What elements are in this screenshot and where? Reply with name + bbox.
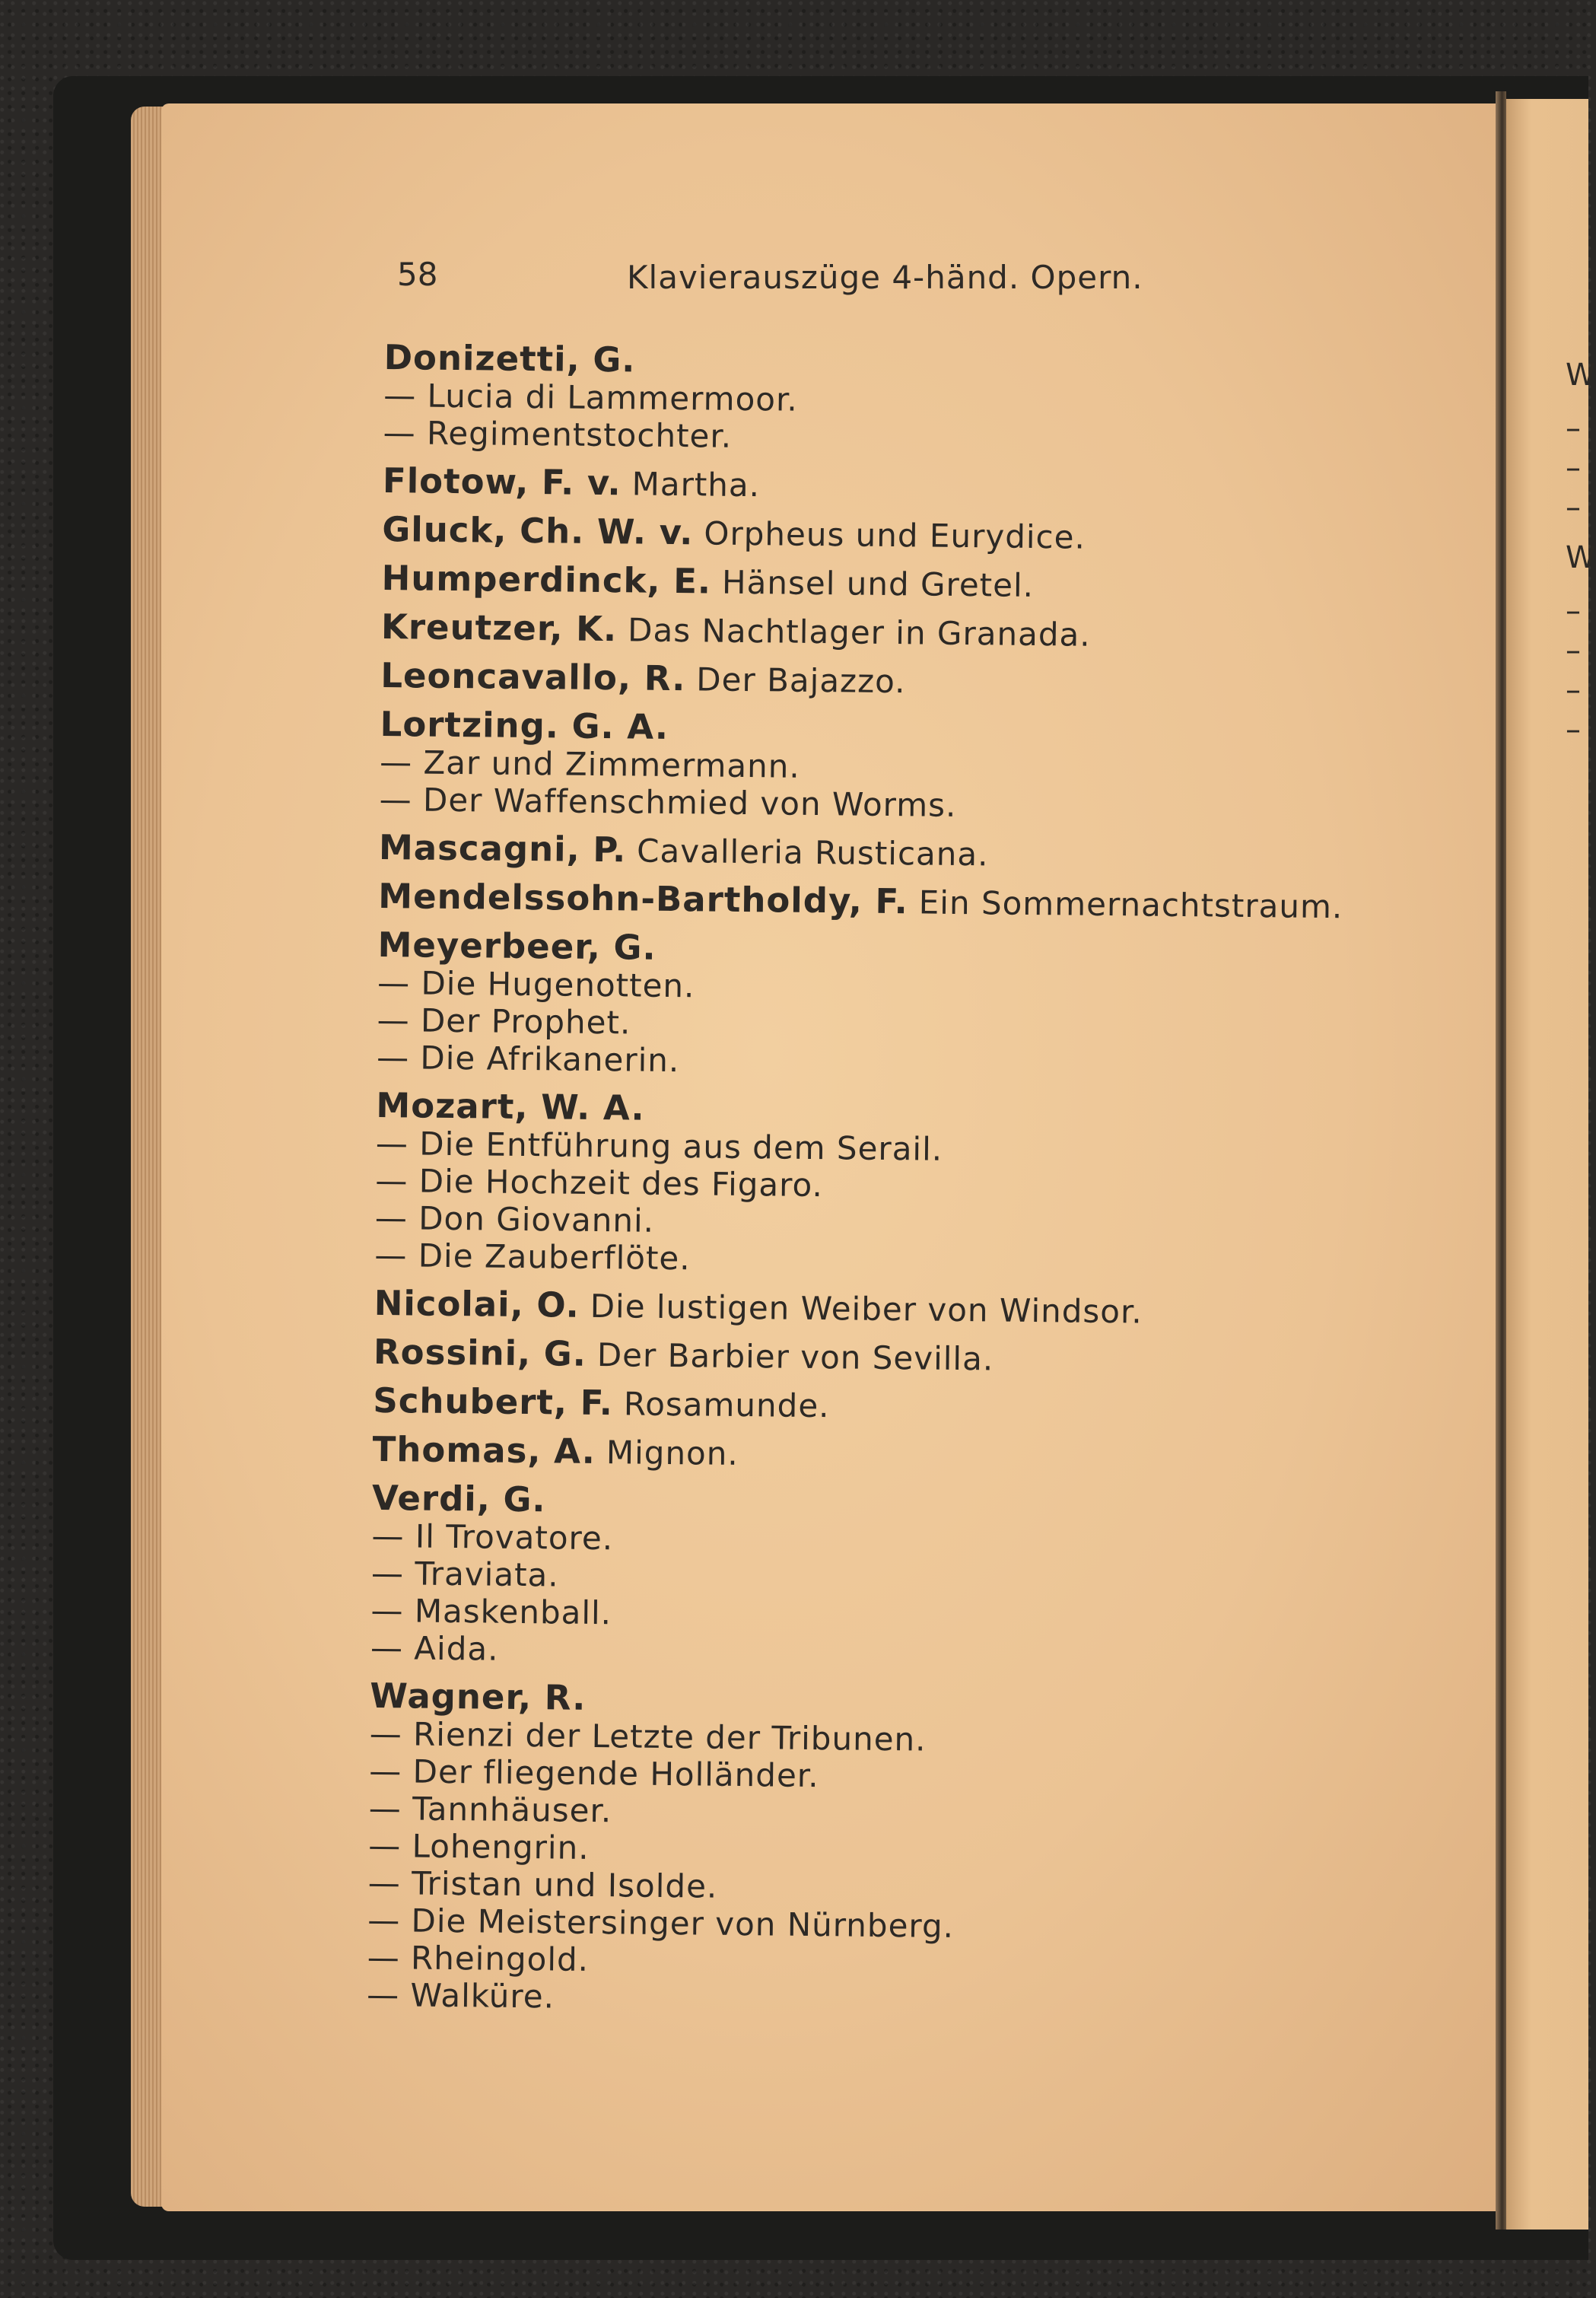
composer-entry: [373, 1382, 1476, 1431]
facing-page-glyph: –: [1566, 712, 1581, 747]
composer-entry: [378, 877, 1481, 927]
composer-entry: [381, 559, 1484, 609]
composer-name: Meyerbeer, G.: [377, 924, 657, 968]
opera-title: — Traviata.: [370, 1554, 559, 1594]
composer-entry: [383, 462, 1486, 511]
opera-title: Das Nachtlager in Granada.: [627, 611, 1091, 654]
composer-name: Mozart, W. A.: [376, 1084, 645, 1128]
composer-entry: [374, 1284, 1477, 1334]
opera-title: — Die Hugenotten.: [377, 963, 695, 1005]
facing-page-glyph: –: [1566, 594, 1581, 629]
opera-title: — Der Prophet.: [377, 1001, 631, 1042]
composer-entry: [382, 508, 1485, 560]
composer-entry: [374, 1333, 1477, 1383]
composer-name: Kreutzer, K.: [380, 606, 618, 650]
facing-page-glyph: –: [1566, 633, 1581, 668]
page-header: [397, 243, 1310, 297]
book-gutter: [1496, 91, 1506, 2230]
opera-title: Mignon.: [606, 1434, 739, 1472]
opera-title: — Lucia di Lammermoor.: [383, 376, 799, 419]
opera-title: — Don Giovanni.: [374, 1198, 655, 1240]
entry-heading: [380, 654, 1483, 706]
running-title: Klavierauszüge 4-händ. Opern.: [627, 259, 1143, 296]
entry-heading: [378, 826, 1482, 878]
opera-title: — Tannhäuser.: [368, 1789, 612, 1830]
composer-name: Rossini, G.: [373, 1331, 587, 1374]
facing-page-glyph: –: [1566, 411, 1581, 446]
opera-title: — Der fliegende Holländer.: [369, 1752, 819, 1795]
opera-title: Die lustigen Weiber von Windsor.: [590, 1287, 1143, 1331]
opera-title: — Rienzi der Letzte der Tribunen.: [369, 1714, 927, 1759]
opera-title: Martha.: [631, 465, 761, 504]
composer-list: [367, 339, 1487, 2025]
composer-name: Schubert, F.: [373, 1380, 614, 1424]
opera-title: Der Barbier von Sevilla.: [596, 1336, 994, 1378]
opera-title: — Rheingold.: [367, 1938, 590, 1978]
composer-name: Leoncavallo, R.: [380, 654, 686, 699]
opera-title: — Maskenball.: [370, 1591, 612, 1632]
opera-title: Orpheus und Eurydice.: [704, 514, 1086, 556]
entry-heading: [381, 608, 1484, 657]
facing-page-glyph: W: [1566, 540, 1596, 575]
opera-title: — Die Meistersinger von Nürnberg.: [367, 1901, 955, 1945]
composer-entry: [374, 1084, 1479, 1285]
entry-heading: [383, 462, 1486, 511]
opera-title: — Die Hochzeit des Figaro.: [375, 1161, 824, 1205]
opera-title: — Aida.: [370, 1628, 499, 1668]
composer-name: Donizetti, G.: [383, 337, 636, 380]
entry-heading: [381, 559, 1484, 609]
entry-heading: [372, 1428, 1475, 1480]
opera-title: Hänsel und Gretel.: [721, 563, 1035, 604]
facing-page-glyph: –: [1566, 673, 1581, 708]
opera-title: — Tristan und Isolde.: [367, 1864, 718, 1905]
composer-name: Mendelssohn-Bartholdy, F.: [378, 875, 909, 922]
opera-title: — Die Zauberflöte.: [374, 1236, 691, 1278]
composer-name: Thomas, A.: [372, 1428, 596, 1472]
composer-entry: [378, 826, 1482, 878]
composer-name: Lortzing. G. A.: [380, 703, 669, 747]
facing-page-glyph: –: [1566, 490, 1581, 525]
composer-entry: [367, 1677, 1474, 2025]
composer-entry: [370, 1479, 1475, 1678]
composer-entry: [372, 1428, 1475, 1480]
opera-title: — Die Afrikanerin.: [376, 1038, 680, 1080]
composer-entry: [381, 608, 1484, 657]
opera-title: Rosamunde.: [623, 1385, 830, 1425]
opera-title: — Die Entführung aus dem Serail.: [375, 1124, 943, 1168]
opera-title: — Regimentstochter.: [383, 413, 733, 455]
opera-title: — Walküre.: [366, 1975, 555, 2016]
composer-entry: [379, 705, 1483, 829]
entry-heading: [374, 1333, 1477, 1383]
entry-heading: [374, 1284, 1477, 1334]
opera-title: Cavalleria Rusticana.: [636, 832, 989, 874]
composer-name: Verdi, G.: [371, 1477, 546, 1520]
opera-title: — Zar und Zimmermann.: [379, 743, 801, 785]
entry-heading: [382, 508, 1485, 560]
composer-name: Wagner, R.: [370, 1675, 587, 1718]
entry-heading: [378, 877, 1481, 927]
opera-title: — Lohengrin.: [368, 1826, 590, 1867]
page-number: 58: [397, 256, 438, 293]
composer-name: Flotow, F. v.: [382, 460, 622, 504]
composer-name: Mascagni, P.: [378, 826, 627, 871]
opera-title: — Der Waffenschmied von Worms.: [379, 780, 957, 824]
composer-name: Gluck, Ch. W. v.: [382, 508, 694, 553]
composer-name: Nicolai, O.: [374, 1282, 580, 1326]
composer-name: Humperdinck, E.: [381, 557, 712, 602]
entry-heading: [373, 1382, 1476, 1431]
composer-entry: [380, 654, 1483, 706]
opera-title: — Il Trovatore.: [371, 1517, 614, 1558]
composer-entry: [383, 339, 1486, 463]
opera-title: Der Bajazzo.: [696, 660, 906, 701]
composer-entry: [377, 926, 1481, 1087]
facing-page-glyph: W: [1566, 358, 1596, 393]
facing-page-glyph: –: [1566, 450, 1581, 485]
opera-title: Ein Sommernachtstraum.: [918, 883, 1343, 926]
